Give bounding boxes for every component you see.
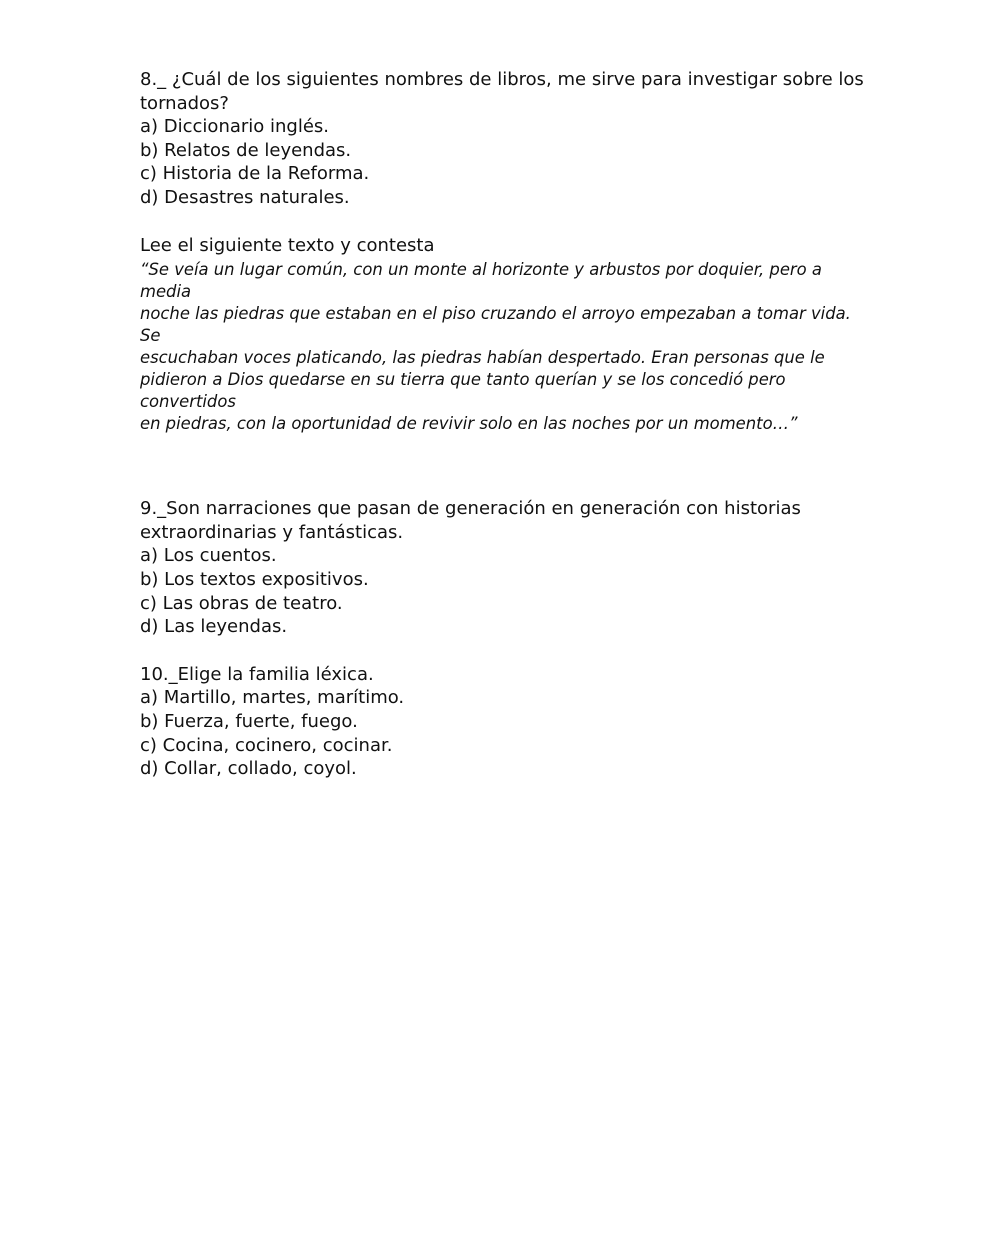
reading-instruction: Lee el siguiente texto y contesta bbox=[140, 234, 435, 256]
reading-quote bbox=[140, 259, 870, 435]
question-10-option-d: d) Collar, collado, coyol. bbox=[140, 758, 357, 780]
question-9-option-c: c) Las obras de teatro. bbox=[140, 592, 343, 614]
question-9-prompt-line-1: 9._Son narraciones que pasan de generación en generación con historias bbox=[140, 498, 801, 520]
question-9-option-a: a) Los cuentos. bbox=[140, 545, 277, 567]
question-10-option-c: c) Cocina, cocinero, cocinar. bbox=[140, 734, 393, 756]
question-8-option-c: c) Historia de la Reforma. bbox=[140, 163, 370, 185]
worksheet-page bbox=[140, 68, 870, 781]
question-10-prompt: 10._Elige la familia léxica. bbox=[140, 663, 374, 685]
question-10-option-b: b) Fuerza, fuerte, fuego. bbox=[140, 710, 358, 732]
reading-quote-line-3: escuchaban voces platicando, las piedras habían despertado. Eran personas que le bbox=[140, 348, 825, 368]
question-8 bbox=[140, 68, 870, 210]
question-10 bbox=[140, 663, 870, 781]
question-9-option-b: b) Los textos expositivos. bbox=[140, 568, 369, 590]
spacer bbox=[140, 435, 870, 497]
question-8-option-a: a) Diccionario inglés. bbox=[140, 116, 330, 138]
reading-quote-line-5: en piedras, con la oportunidad de revivir solo en las noches por un momento…” bbox=[140, 414, 798, 434]
reading-section bbox=[140, 234, 870, 436]
question-9 bbox=[140, 497, 870, 639]
question-9-prompt-line-2: extraordinarias y fantásticas. bbox=[140, 521, 404, 543]
reading-quote-line-1: “Se veía un lugar común, con un monte al horizonte y arbustos por doquier, pero a media bbox=[140, 260, 822, 302]
question-8-option-d: d) Desastres naturales. bbox=[140, 186, 350, 208]
question-8-prompt-line-1: 8._ ¿Cuál de los siguientes nombres de libros, me sirve para investigar sobre los bbox=[140, 69, 864, 90]
reading-quote-line-4: pidieron a Dios quedarse en su tierra que tanto querían y se los concedió pero convertidos bbox=[140, 370, 786, 412]
spacer bbox=[140, 639, 870, 663]
question-9-option-d: d) Las leyendas. bbox=[140, 616, 288, 638]
question-10-option-a: a) Martillo, martes, marítimo. bbox=[140, 687, 405, 709]
question-8-prompt-line-2: tornados? bbox=[140, 92, 229, 114]
question-8-option-b: b) Relatos de leyendas. bbox=[140, 139, 352, 161]
spacer bbox=[140, 210, 870, 234]
reading-quote-line-2: noche las piedras que estaban en el piso cruzando el arroyo empezaban a tomar vida. Se bbox=[140, 304, 851, 346]
